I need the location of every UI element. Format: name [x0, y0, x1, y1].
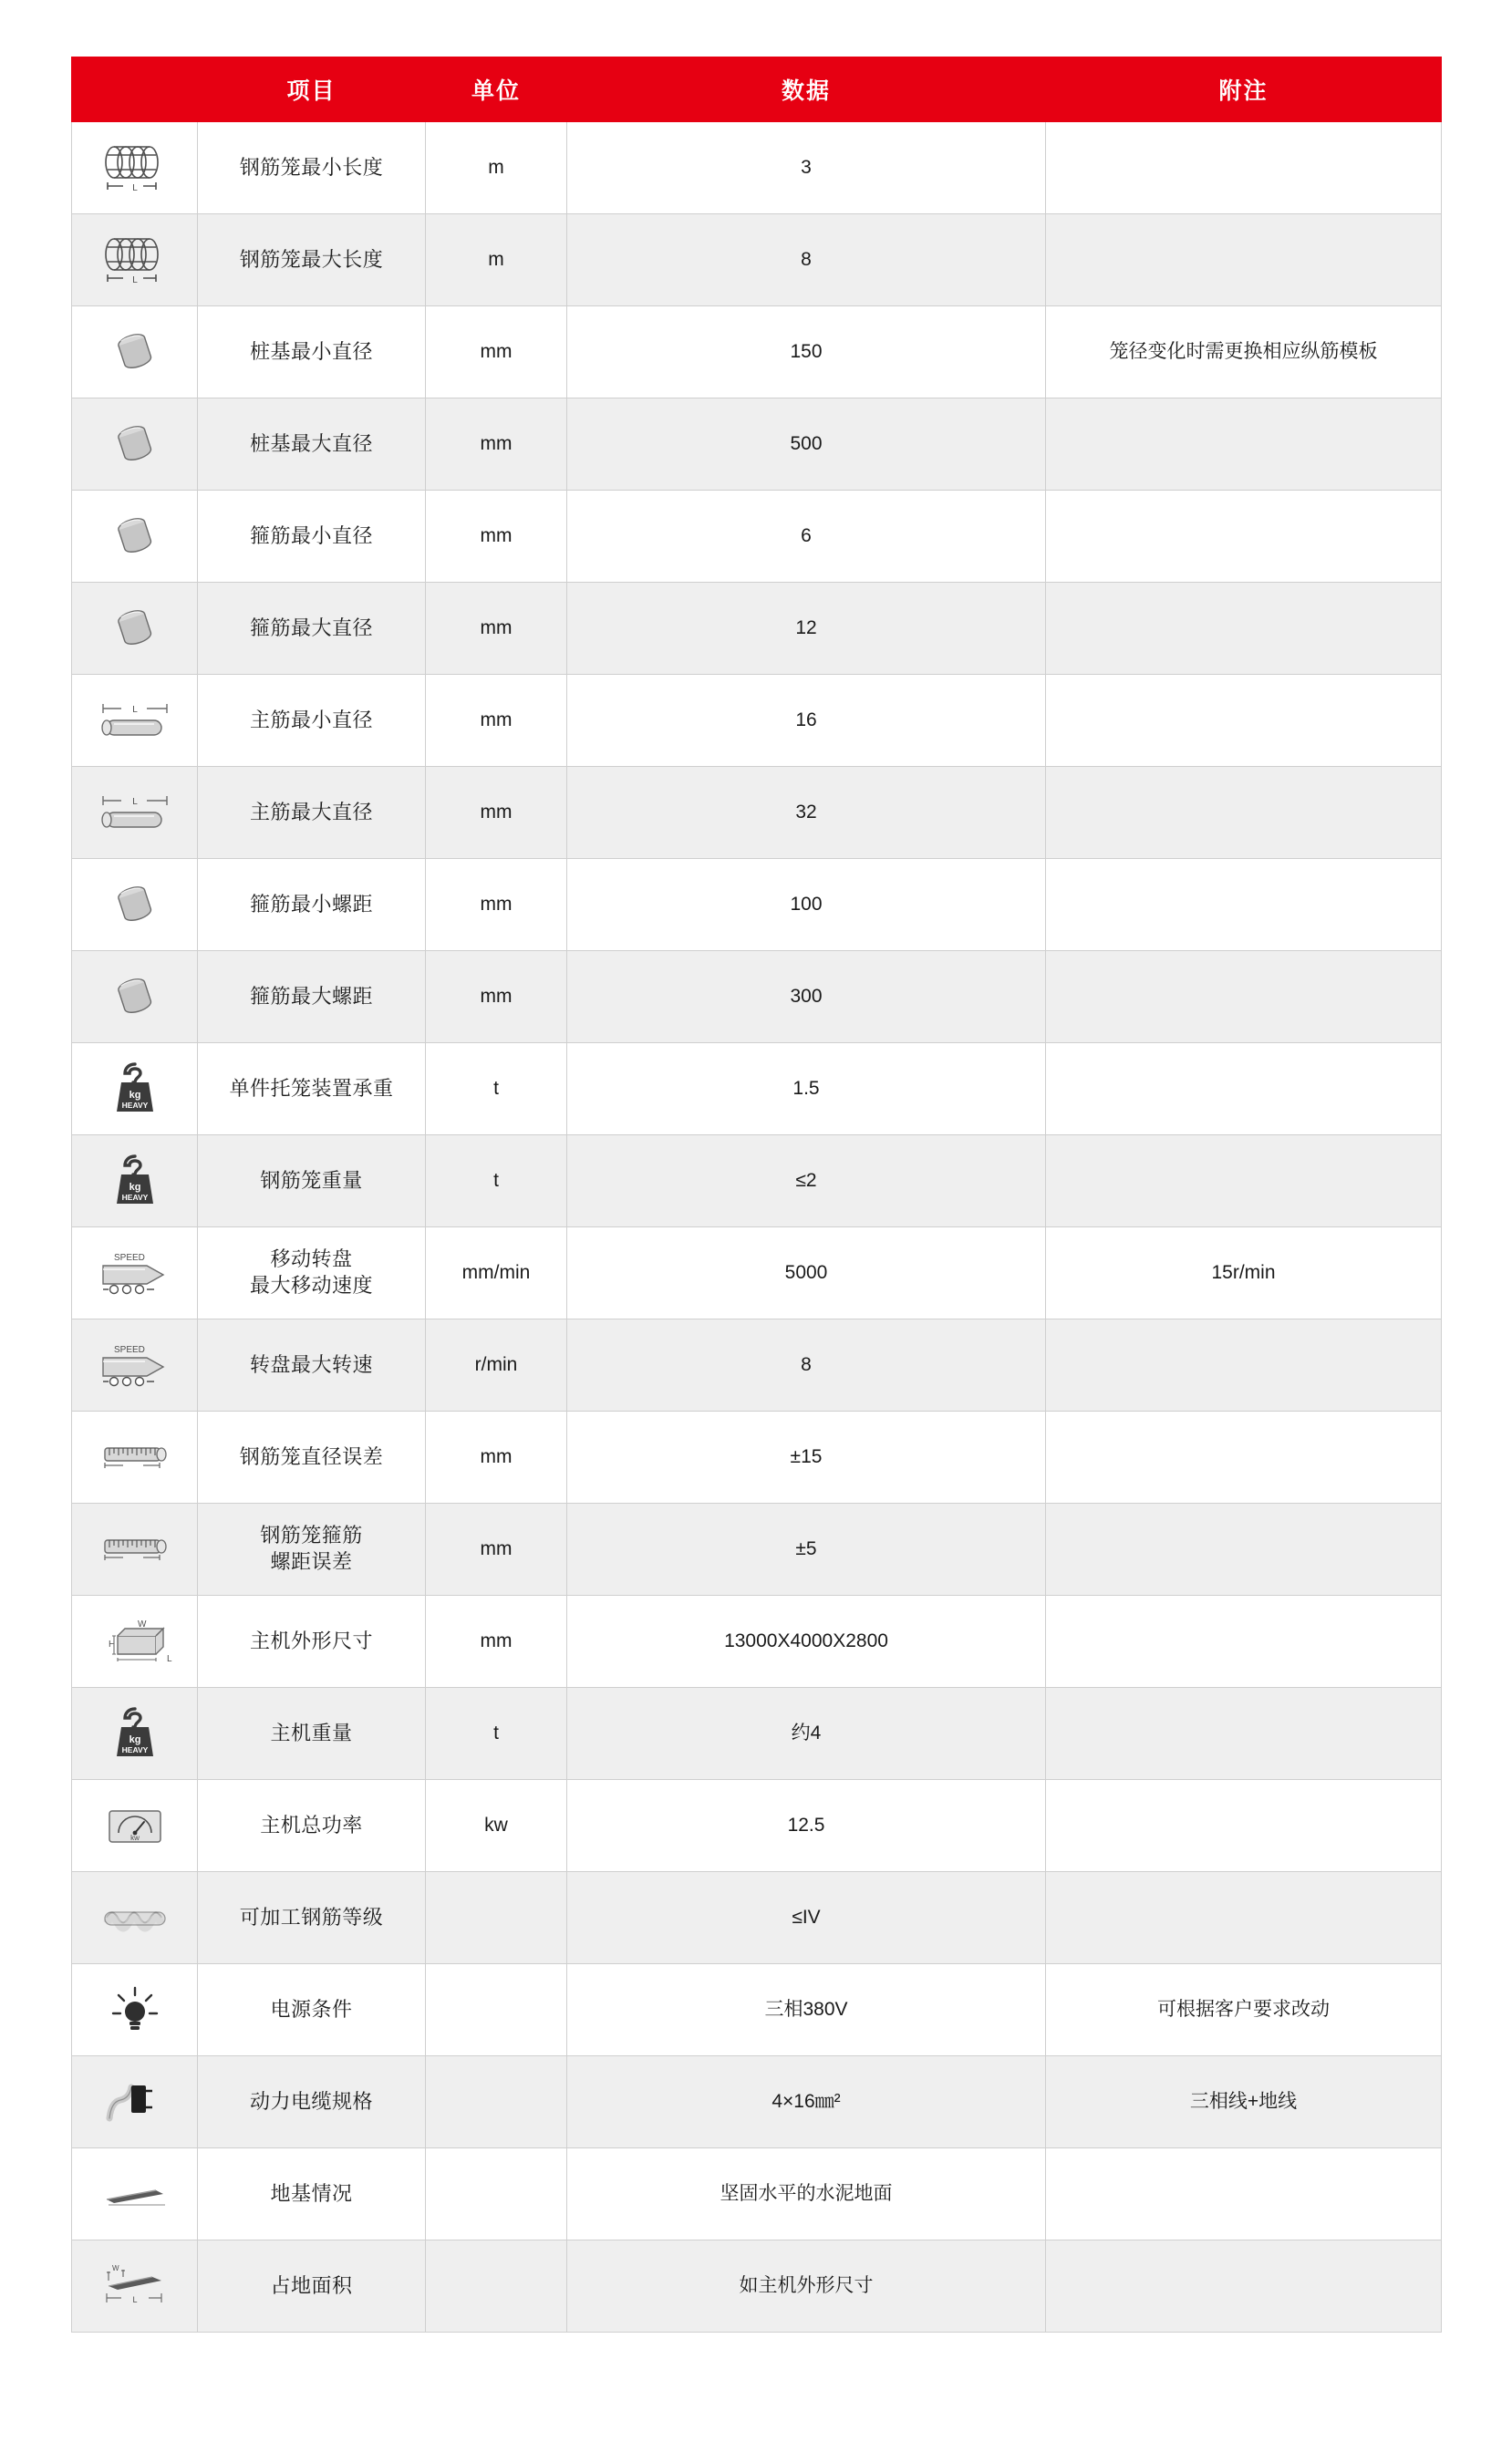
speed-icon — [72, 1335, 197, 1395]
cell-item: 桩基最小直径 — [198, 306, 426, 398]
cell-unit: kw — [426, 1780, 567, 1872]
cell-note — [1046, 1135, 1442, 1227]
cell-icon — [72, 2056, 198, 2148]
cell-item: 主机外形尺寸 — [198, 1596, 426, 1688]
table-body — [72, 122, 1442, 2333]
cell-data: 三相380V — [567, 1964, 1046, 2056]
cell-data: 5000 — [567, 1227, 1046, 1319]
weight-hook-icon — [72, 1059, 197, 1119]
cell-data: 300 — [567, 951, 1046, 1043]
cell-note — [1046, 214, 1442, 306]
table-row — [72, 1688, 1442, 1780]
svg-text:kg: kg — [129, 1090, 140, 1101]
cell-item: 主机重量 — [198, 1688, 426, 1780]
cell-icon — [72, 398, 198, 491]
cell-icon — [72, 122, 198, 214]
cell-unit: mm — [426, 398, 567, 491]
table-row — [72, 1319, 1442, 1412]
table-row — [72, 951, 1442, 1043]
cell-unit — [426, 2056, 567, 2148]
rebar-grade-icon — [72, 1888, 197, 1948]
cell-note — [1046, 2240, 1442, 2333]
caliper-icon — [72, 1427, 197, 1487]
column-header-unit: 单位 — [426, 57, 567, 122]
cell-item: 钢筋笼最小长度 — [198, 122, 426, 214]
column-header-item: 项目 — [198, 57, 426, 122]
cell-note — [1046, 675, 1442, 767]
cell-icon — [72, 675, 198, 767]
cell-unit: mm — [426, 583, 567, 675]
column-header-note: 附注 — [1046, 57, 1442, 122]
cell-note — [1046, 1872, 1442, 1964]
svg-text:W: W — [111, 2264, 119, 2272]
cell-data: ≤2 — [567, 1135, 1046, 1227]
table-header-row — [72, 57, 1442, 122]
cell-icon — [72, 1688, 198, 1780]
cell-unit — [426, 1964, 567, 2056]
cell-icon — [72, 1596, 198, 1688]
table-row — [72, 2240, 1442, 2333]
cylinder-icon — [72, 414, 197, 474]
cell-note — [1046, 1596, 1442, 1688]
ground-icon — [72, 2164, 197, 2224]
cell-item: 可加工钢筋等级 — [198, 1872, 426, 1964]
cell-item: 电源条件 — [198, 1964, 426, 2056]
cell-item: 主机总功率 — [198, 1780, 426, 1872]
cell-unit: mm — [426, 767, 567, 859]
cell-note — [1046, 491, 1442, 583]
cell-unit: t — [426, 1688, 567, 1780]
cell-data: 1.5 — [567, 1043, 1046, 1135]
cell-icon — [72, 583, 198, 675]
cell-unit: mm — [426, 951, 567, 1043]
table-header — [72, 57, 1442, 122]
cell-data: 如主机外形尺寸 — [567, 2240, 1046, 2333]
cell-item — [198, 1504, 426, 1596]
table-row — [72, 491, 1442, 583]
cell-data: 约4 — [567, 1688, 1046, 1780]
cell-data: 4×16㎜² — [567, 2056, 1046, 2148]
cell-icon — [72, 1872, 198, 1964]
cell-icon — [72, 306, 198, 398]
cell-unit: mm — [426, 675, 567, 767]
cell-note — [1046, 398, 1442, 491]
table-row — [72, 1043, 1442, 1135]
table-row — [72, 398, 1442, 491]
bar-length-icon — [72, 782, 197, 843]
cell-icon — [72, 1504, 198, 1596]
cell-data: ≤IV — [567, 1872, 1046, 1964]
svg-text:L: L — [166, 1654, 172, 1664]
cell-data: 100 — [567, 859, 1046, 951]
cage-length-icon — [72, 230, 197, 290]
cell-item-line: 螺距误差 — [270, 1550, 353, 1573]
svg-text:H: H — [108, 1640, 115, 1650]
cell-item: 箍筋最小螺距 — [198, 859, 426, 951]
cell-icon — [72, 1227, 198, 1319]
svg-text:kw: kw — [129, 1834, 140, 1842]
table-row — [72, 2148, 1442, 2240]
cell-note: 笼径变化时需更换相应纵筋模板 — [1046, 306, 1442, 398]
table-row — [72, 583, 1442, 675]
bar-length-icon — [72, 690, 197, 750]
svg-text:L: L — [131, 797, 138, 807]
cell-data: 3 — [567, 122, 1046, 214]
table-row — [72, 859, 1442, 951]
svg-text:L: L — [131, 183, 138, 193]
cell-data: 500 — [567, 398, 1046, 491]
table-row — [72, 1412, 1442, 1504]
cell-icon — [72, 1780, 198, 1872]
cell-item: 桩基最大直径 — [198, 398, 426, 491]
cell-icon — [72, 1319, 198, 1412]
table-row — [72, 122, 1442, 214]
cylinder-icon — [72, 967, 197, 1027]
cell-note — [1046, 1043, 1442, 1135]
cell-note: 三相线+地线 — [1046, 2056, 1442, 2148]
caliper-icon — [72, 1519, 197, 1579]
cell-note: 可根据客户要求改动 — [1046, 1964, 1442, 2056]
svg-text:HEAVY: HEAVY — [121, 1193, 148, 1202]
cell-icon — [72, 859, 198, 951]
cylinder-icon — [72, 506, 197, 566]
table-row — [72, 2056, 1442, 2148]
cell-icon — [72, 2148, 198, 2240]
cell-note — [1046, 951, 1442, 1043]
bulb-icon — [72, 1980, 197, 2040]
cell-icon — [72, 951, 198, 1043]
cell-data: 12.5 — [567, 1780, 1046, 1872]
cell-item: 箍筋最大螺距 — [198, 951, 426, 1043]
cell-item — [198, 1227, 426, 1319]
svg-text:SPEED: SPEED — [113, 1345, 145, 1355]
svg-text:L: L — [131, 2295, 138, 2304]
cell-note — [1046, 1780, 1442, 1872]
cell-note — [1046, 1319, 1442, 1412]
table-row — [72, 1227, 1442, 1319]
svg-text:kg: kg — [129, 1182, 140, 1193]
cell-unit: m — [426, 122, 567, 214]
cell-icon — [72, 1412, 198, 1504]
svg-text:HEAVY: HEAVY — [121, 1101, 148, 1110]
svg-text:W: W — [137, 1619, 146, 1630]
cell-item: 转盘最大转速 — [198, 1319, 426, 1412]
cable-icon — [72, 2072, 197, 2132]
weight-hook-icon — [72, 1151, 197, 1211]
cell-unit: mm — [426, 1412, 567, 1504]
table-row — [72, 675, 1442, 767]
table-row — [72, 306, 1442, 398]
cell-note — [1046, 1412, 1442, 1504]
svg-text:SPEED: SPEED — [113, 1253, 145, 1263]
cell-unit: m — [426, 214, 567, 306]
cell-note — [1046, 859, 1442, 951]
cell-item: 主筋最小直径 — [198, 675, 426, 767]
cell-icon — [72, 2240, 198, 2333]
cell-item-line: 最大移动速度 — [249, 1274, 373, 1297]
cell-data: 8 — [567, 1319, 1046, 1412]
box-dimension-icon — [72, 1611, 197, 1671]
cell-data: 坚固水平的水泥地面 — [567, 2148, 1046, 2240]
cell-unit — [426, 2240, 567, 2333]
cell-note — [1046, 122, 1442, 214]
cell-item: 钢筋笼最大长度 — [198, 214, 426, 306]
table-row — [72, 1964, 1442, 2056]
cell-unit: mm — [426, 1504, 567, 1596]
power-gauge-icon — [72, 1795, 197, 1856]
table-row — [72, 214, 1442, 306]
speed-icon — [72, 1243, 197, 1303]
specification-table — [71, 57, 1442, 2333]
cell-unit: mm — [426, 1596, 567, 1688]
cell-note — [1046, 1504, 1442, 1596]
cell-item: 占地面积 — [198, 2240, 426, 2333]
cell-data: 6 — [567, 491, 1046, 583]
cell-icon — [72, 1964, 198, 2056]
table-row — [72, 1596, 1442, 1688]
cell-unit: mm — [426, 859, 567, 951]
cell-note: 15r/min — [1046, 1227, 1442, 1319]
cell-unit: t — [426, 1135, 567, 1227]
cell-item-line: 移动转盘 — [270, 1247, 353, 1271]
table-row — [72, 1504, 1442, 1596]
cell-item: 箍筋最大直径 — [198, 583, 426, 675]
cell-data: 32 — [567, 767, 1046, 859]
cell-note — [1046, 767, 1442, 859]
cell-data: 16 — [567, 675, 1046, 767]
cylinder-icon — [72, 598, 197, 658]
cell-unit: r/min — [426, 1319, 567, 1412]
cylinder-icon — [72, 874, 197, 935]
cell-unit: mm/min — [426, 1227, 567, 1319]
cell-data: ±15 — [567, 1412, 1046, 1504]
cell-item-line: 钢筋笼箍筋 — [260, 1524, 363, 1547]
cell-unit: mm — [426, 491, 567, 583]
cell-item: 钢筋笼直径误差 — [198, 1412, 426, 1504]
cell-data: 150 — [567, 306, 1046, 398]
cell-icon — [72, 767, 198, 859]
svg-text:L: L — [131, 275, 138, 285]
cell-data: 13000X4000X2800 — [567, 1596, 1046, 1688]
svg-text:HEAVY: HEAVY — [121, 1745, 148, 1754]
cell-unit: mm — [426, 306, 567, 398]
cylinder-icon — [72, 322, 197, 382]
area-icon — [72, 2256, 197, 2316]
cell-icon — [72, 214, 198, 306]
cell-item: 钢筋笼重量 — [198, 1135, 426, 1227]
svg-text:kg: kg — [129, 1734, 140, 1745]
column-header-data: 数据 — [567, 57, 1046, 122]
cell-note — [1046, 583, 1442, 675]
cell-icon — [72, 1135, 198, 1227]
weight-hook-icon — [72, 1703, 197, 1764]
cell-unit — [426, 2148, 567, 2240]
table-row — [72, 1780, 1442, 1872]
cell-note — [1046, 1688, 1442, 1780]
cell-item: 动力电缆规格 — [198, 2056, 426, 2148]
cell-unit: t — [426, 1043, 567, 1135]
cell-icon — [72, 491, 198, 583]
cell-data: ±5 — [567, 1504, 1046, 1596]
cell-item: 主筋最大直径 — [198, 767, 426, 859]
cell-unit — [426, 1872, 567, 1964]
svg-text:L: L — [131, 705, 138, 715]
cell-data: 12 — [567, 583, 1046, 675]
column-header-icon — [72, 57, 198, 122]
table-row — [72, 767, 1442, 859]
cell-note — [1046, 2148, 1442, 2240]
cell-item: 地基情况 — [198, 2148, 426, 2240]
cell-data: 8 — [567, 214, 1046, 306]
table-row — [72, 1135, 1442, 1227]
cell-item: 单件托笼装置承重 — [198, 1043, 426, 1135]
cell-icon — [72, 1043, 198, 1135]
table-row — [72, 1872, 1442, 1964]
cage-length-icon — [72, 138, 197, 198]
cell-item: 箍筋最小直径 — [198, 491, 426, 583]
